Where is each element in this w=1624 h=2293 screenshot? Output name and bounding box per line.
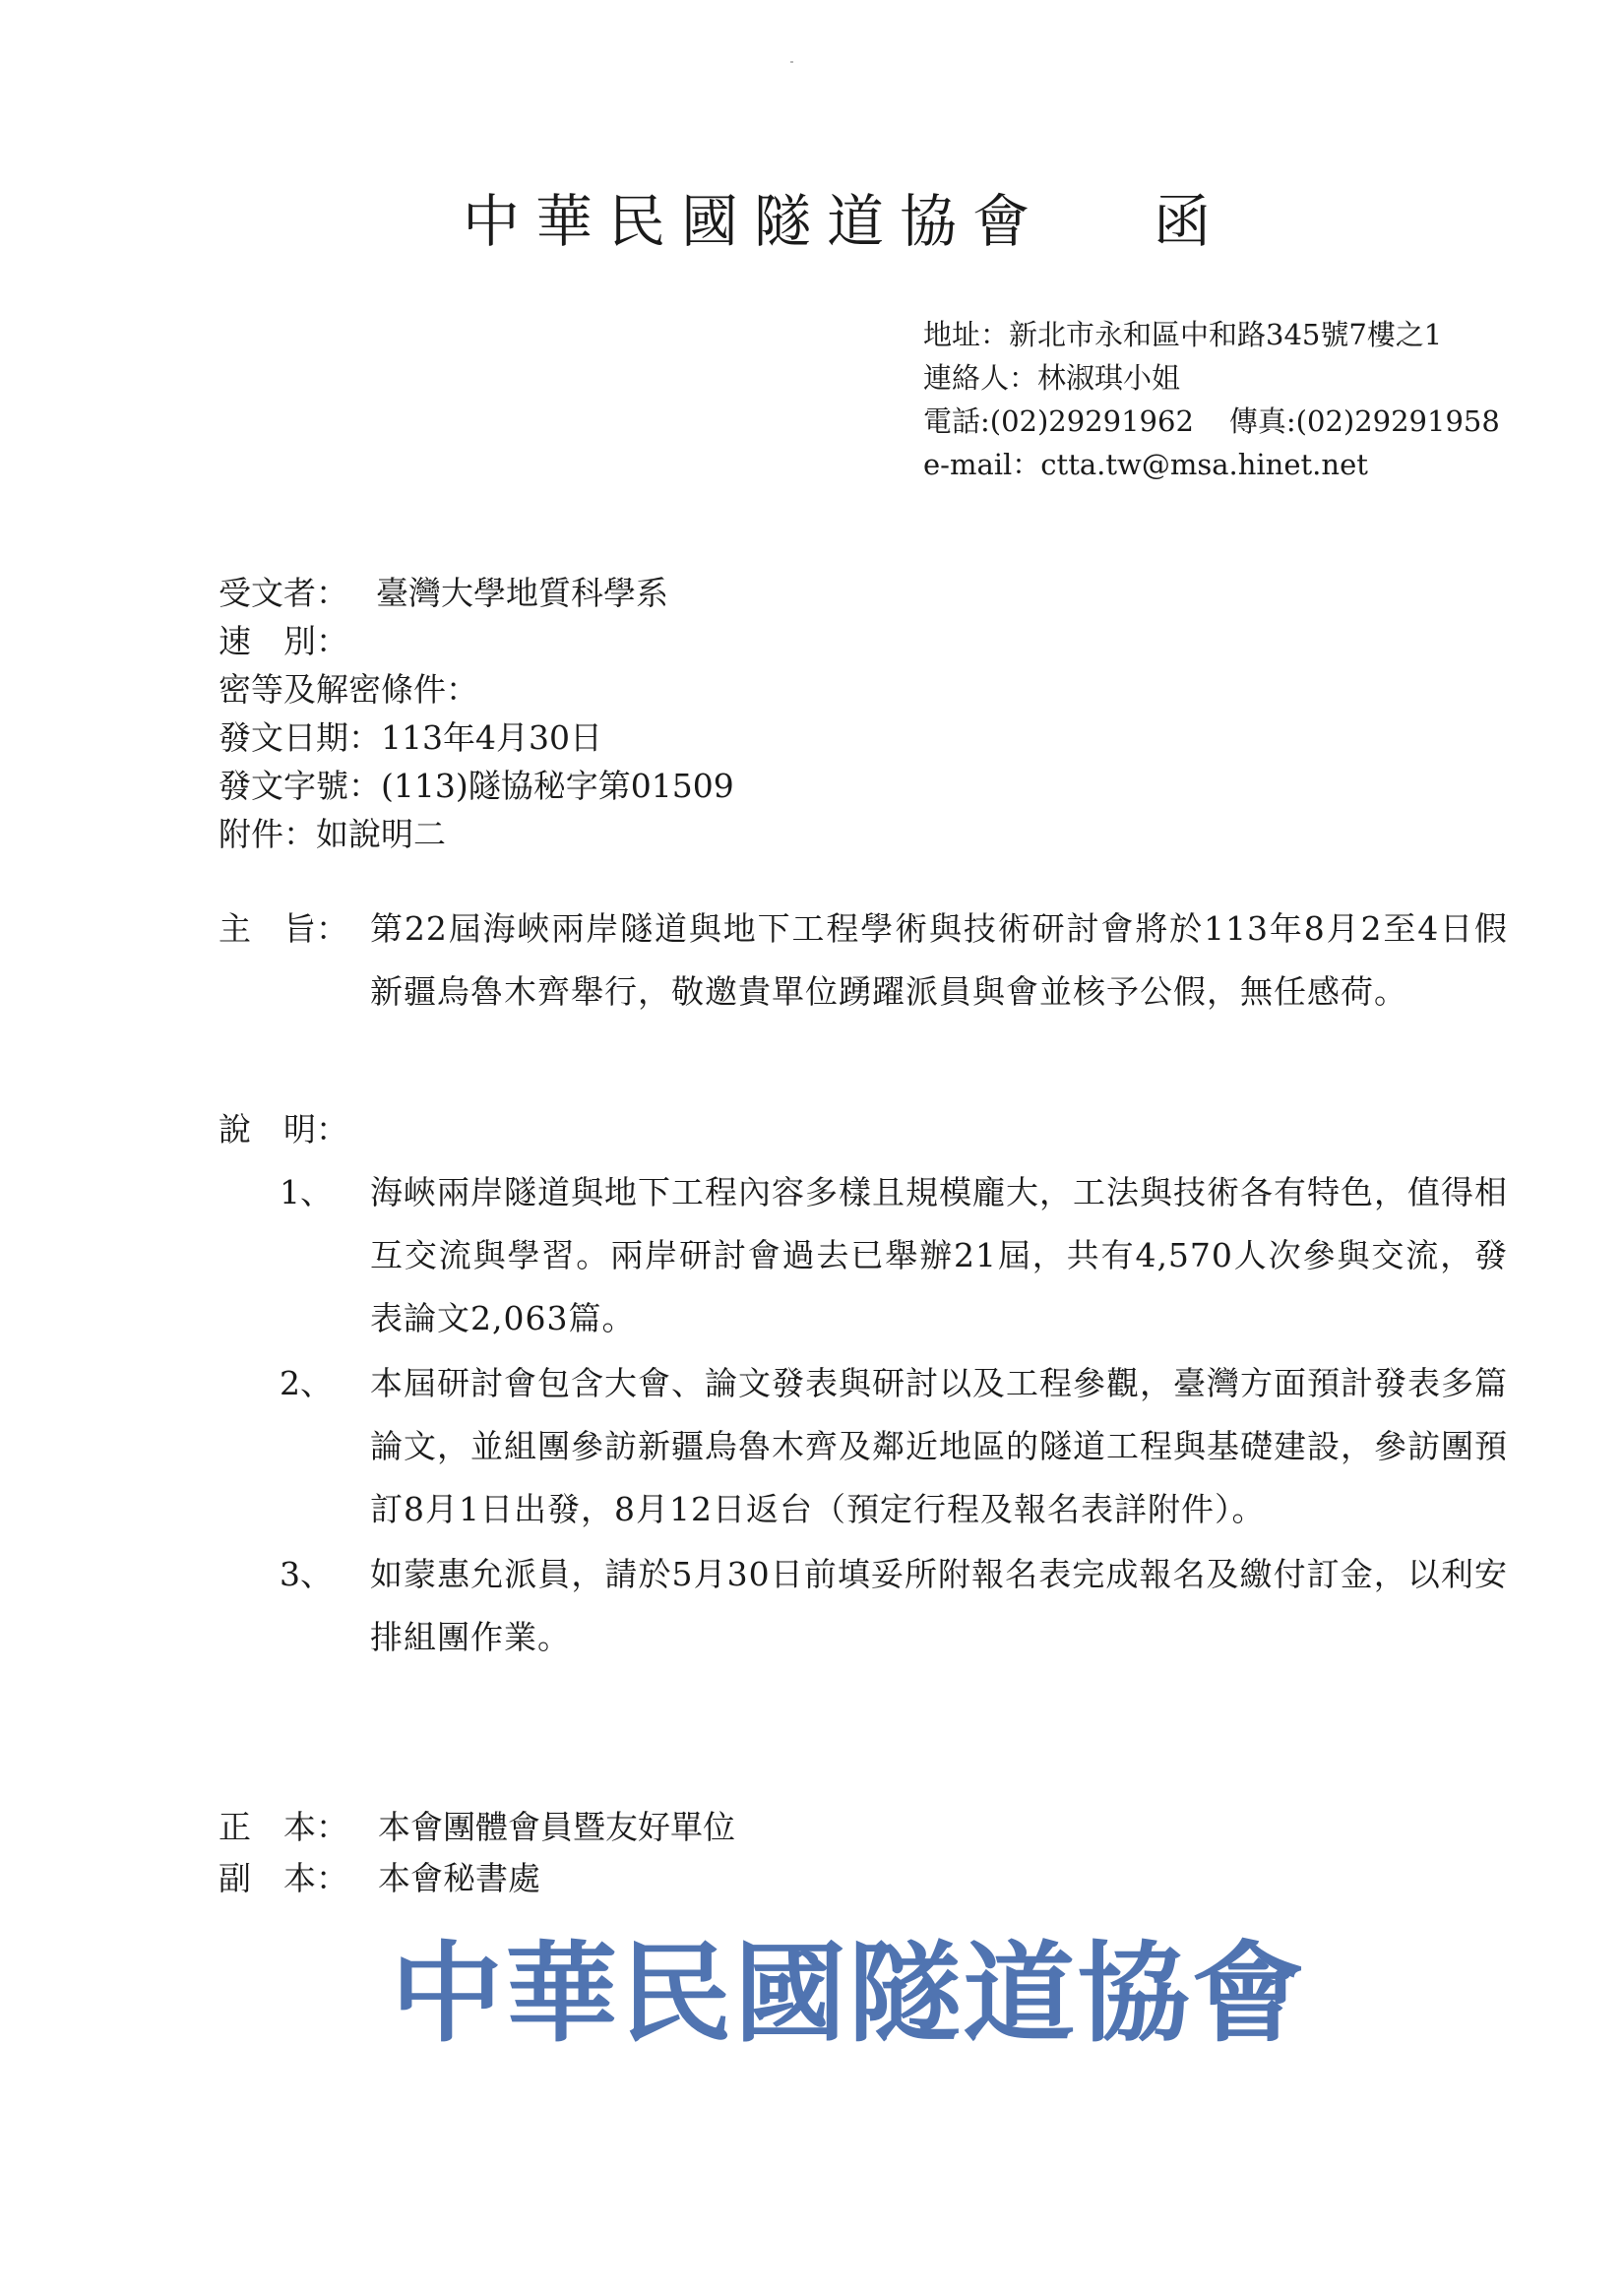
attachment-row: 附件：如說明二 [219, 815, 446, 853]
copy-label: 副 本： [219, 1859, 348, 1897]
explanation-item [219, 1352, 1508, 1541]
doc-type: 函 [1154, 188, 1227, 255]
copy-value: 本會秘書處 [378, 1859, 540, 1897]
distribution-block [219, 1802, 735, 1904]
explanation-item [219, 1543, 1508, 1669]
recipient-label: 受文者： [219, 574, 348, 612]
contact-person: 連絡人：林淑琪小姐 [923, 361, 1181, 395]
contact-fax: 傳真:(02)29291958 [1228, 404, 1500, 438]
recipient-row [219, 569, 734, 617]
original-row [219, 1802, 735, 1853]
contact-phone-fax [923, 400, 1500, 443]
org-name: 中華民國隧道協會 [463, 188, 1046, 255]
subject-label: 主 旨： [219, 909, 348, 948]
contact-phone: 電話:(02)29291962 [923, 404, 1194, 438]
explanation-item [219, 1161, 1508, 1350]
explanation-items [219, 1161, 1508, 1671]
seal-text: 中華民國隧道協會 [391, 1930, 1306, 2057]
date-row: 發文日期：113年4月30日 [219, 718, 602, 757]
contact-block [923, 313, 1500, 486]
recipient-value: 臺灣大學地質科學系 [376, 574, 668, 612]
subject-section [219, 898, 1508, 1023]
contact-address: 地址：新北市永和區中和路345號7樓之1 [923, 318, 1443, 351]
item-text: 海峽兩岸隧道與地下工程內容多樣且規模龐大，工法與技術各有特色，值得相互交流與學習。兩岸研討會過去已舉辦21屆，共有4,570人次參與交流，發表論文2,063篇。 [370, 1173, 1508, 1337]
contact-email: e-mail：ctta.tw@msa.hinet.net [923, 448, 1368, 481]
document-title [463, 188, 1227, 255]
scan-speck [790, 61, 793, 63]
number-row: 發文字號：(113)隧協秘字第01509 [219, 767, 734, 805]
explanation-label: 說 明： [219, 1110, 348, 1148]
copy-row [219, 1853, 735, 1904]
original-value: 本會團體會員暨友好單位 [378, 1808, 735, 1846]
item-number: 1、 [280, 1173, 333, 1211]
subject-text: 第22屆海峽兩岸隧道與地下工程學術與技術研討會將於113年8月2至4日假新疆烏魯木齊舉行，敬邀貴單位踴躍派員與會並核予公假，無任感荷。 [370, 909, 1508, 1011]
item-text: 如蒙惠允派員，請於5月30日前填妥所附報名表完成報名及繳付訂金，以利安排組團作業。 [370, 1555, 1508, 1656]
meta-block [219, 569, 734, 858]
item-number: 3、 [280, 1555, 333, 1593]
item-text: 本屆研討會包含大會、論文發表與研討以及工程參觀，臺灣方面預計發表多篇論文，並組團參訪新疆烏魯木齊及鄰近地區的隧道工程與基礎建設，參訪團預訂8月1日出發，8月12日返台（預定行程及報名表詳附件）。 [370, 1364, 1508, 1528]
item-number: 2、 [280, 1364, 333, 1402]
secrecy-row: 密等及解密條件： [219, 670, 478, 709]
speed-row: 速 別： [219, 622, 348, 660]
organization-seal [389, 1925, 1314, 2063]
original-label: 正 本： [219, 1808, 348, 1846]
